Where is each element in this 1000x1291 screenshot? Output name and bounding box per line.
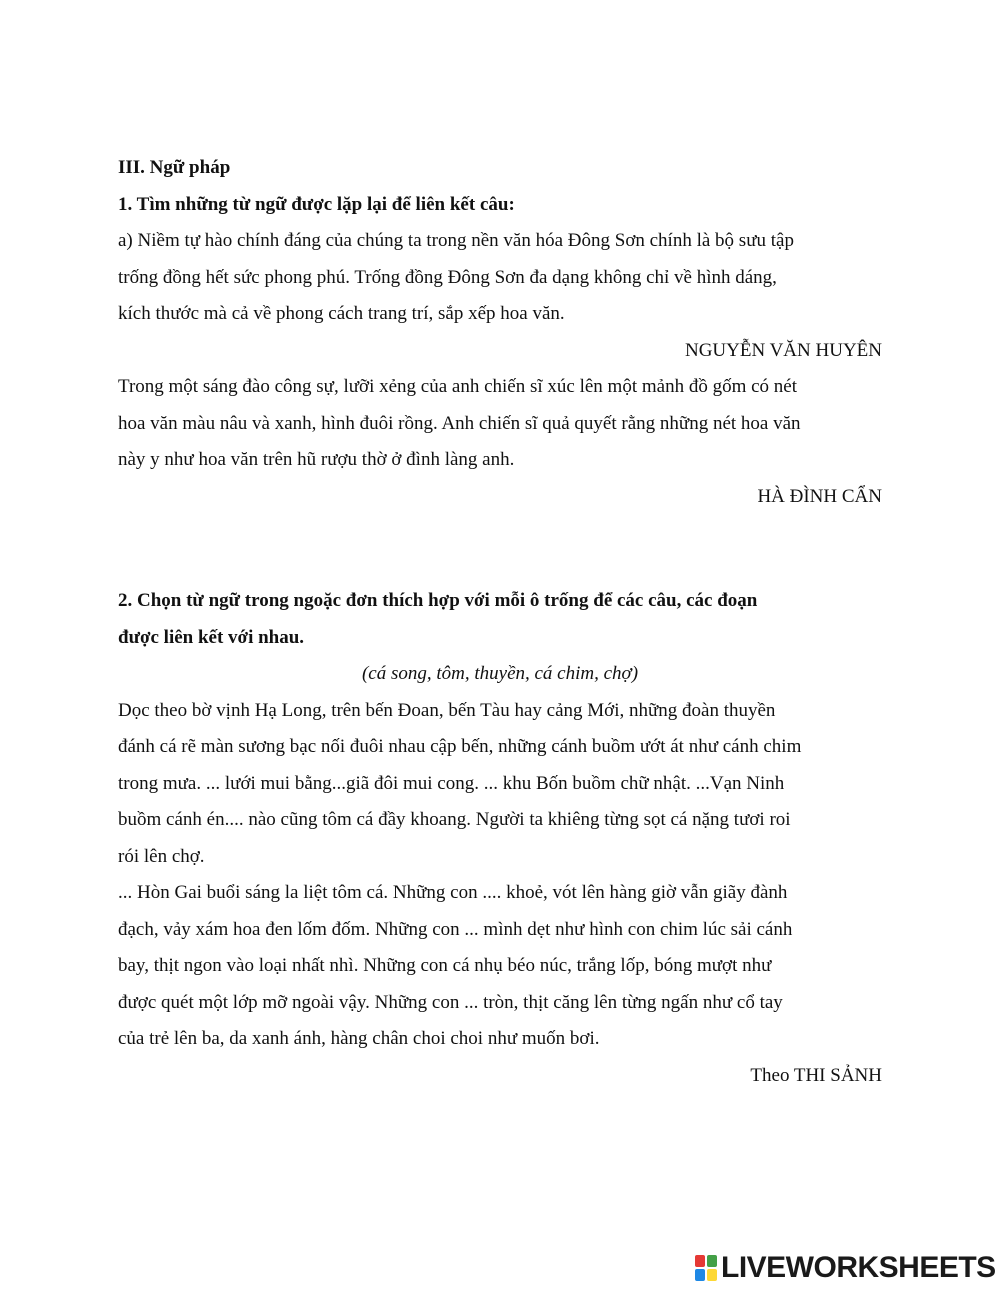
worksheet-body bbox=[118, 150, 882, 1094]
author-a: NGUYỄN VĂN HUYÊN bbox=[684, 339, 882, 361]
author-b: HÀ ĐÌNH CẨN bbox=[757, 485, 882, 507]
logo-text: LIVEWORKSHEETS bbox=[721, 1251, 996, 1284]
liveworksheets-logo bbox=[695, 1250, 996, 1286]
passage-line: buồm cánh én.... nào cũng tôm cá đầy khoang. Người ta khiêng từng sọt cá nặng tươi roi bbox=[118, 809, 791, 830]
passage-line: đạch, vảy xám hoa đen lốm đốm. Những con ... mình dẹt như hình con chim lúc sải cánh bbox=[118, 918, 793, 940]
question-2-title bbox=[118, 583, 882, 656]
question-1-passage-b bbox=[118, 369, 882, 479]
question-2-title-line: 2. Chọn từ ngữ trong ngoặc đơn thích hợp với mỗi ô trống để các câu, các đoạn bbox=[118, 590, 758, 611]
logo-icon bbox=[695, 1255, 717, 1281]
passage-line: đánh cá rẽ màn sương bạc nối đuôi nhau cập bến, những cánh buồm ướt át như cánh chim bbox=[118, 736, 802, 757]
question-1-passage-a bbox=[118, 223, 882, 333]
section-title: III. Ngữ pháp bbox=[118, 157, 231, 178]
question-2-paragraph-2 bbox=[118, 875, 882, 1058]
passage-line: Trong một sáng đào công sự, lưỡi xẻng của anh chiến sĩ xúc lên một mảnh đồ gốm có nét bbox=[118, 376, 797, 397]
passage-line: Dọc theo bờ vịnh Hạ Long, trên bến Đoan, bến Tàu hay cảng Mới, những đoàn thuyền bbox=[118, 699, 776, 721]
logo-square bbox=[707, 1269, 717, 1281]
passage-line: được quét một lớp mỡ ngoài vậy. Những con ... tròn, thịt căng lên từng ngấn như cổ tay bbox=[118, 991, 783, 1013]
question-1-title: 1. Tìm những từ ngữ được lặp lại để liên kết câu: bbox=[118, 193, 515, 215]
question-2-paragraph-1 bbox=[118, 693, 882, 876]
logo-square bbox=[695, 1269, 705, 1281]
passage-line: hoa văn màu nâu và xanh, hình đuôi rồng. Anh chiến sĩ quả quyết rằng những nét hoa văn bbox=[118, 412, 801, 434]
word-options: (cá song, tôm, thuyền, cá chim, chợ) bbox=[361, 663, 639, 684]
spacer bbox=[118, 515, 882, 583]
passage-line: bay, thịt ngon vào loại nhất nhì. Những con cá nhụ béo núc, trắng lốp, bóng mượt như bbox=[118, 955, 772, 976]
passage-line: trong mưa. ... lưới mui bằng...giã đôi mui cong. ... khu Bốn buồm chữ nhật. ...Vạn Ninh bbox=[118, 772, 785, 794]
logo-square bbox=[695, 1255, 705, 1267]
passage-line: này y như hoa văn trên hũ rượu thờ ở đình làng anh. bbox=[118, 449, 515, 470]
passage-line: rói lên chợ. bbox=[118, 845, 205, 867]
passage-line: ... Hòn Gai buổi sáng la liệt tôm cá. Những con .... khoẻ, vót lên hàng giờ vẫn giãy đành bbox=[118, 882, 788, 903]
author-q2: Theo THI SẢNH bbox=[750, 1064, 882, 1086]
passage-line: a) Niềm tự hào chính đáng của chúng ta trong nền văn hóa Đông Sơn chính là bộ sưu tập bbox=[118, 230, 794, 251]
question-2-title-line: được liên kết với nhau. bbox=[118, 626, 305, 648]
passage-line: trống đồng hết sức phong phú. Trống đồng Đông Sơn đa dạng không chỉ về hình dáng, bbox=[118, 266, 777, 288]
passage-line: kích thước mà cả về phong cách trang trí, sắp xếp hoa văn. bbox=[118, 303, 565, 324]
passage-line: của trẻ lên ba, da xanh ánh, hàng chân choi choi như muốn bơi. bbox=[118, 1028, 600, 1049]
logo-square bbox=[707, 1255, 717, 1267]
